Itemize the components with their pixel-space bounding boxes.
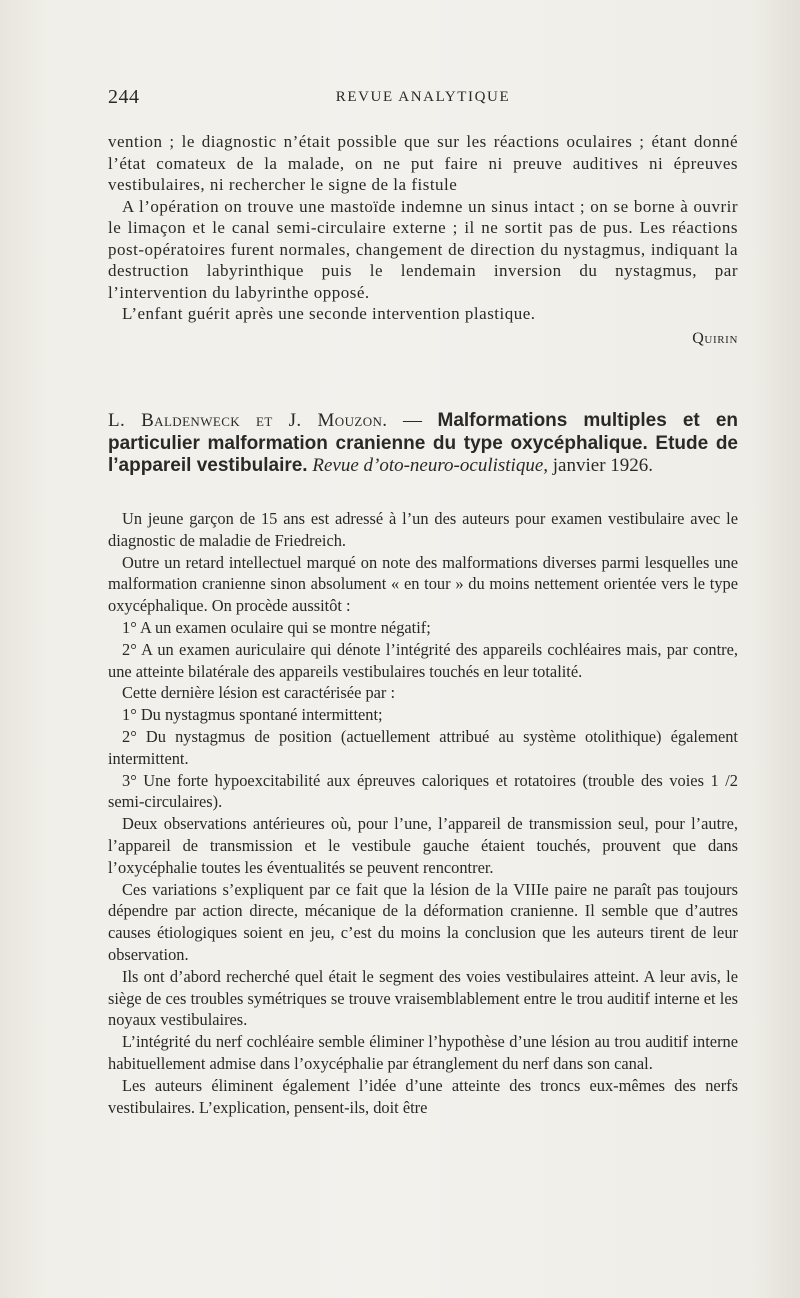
page-number: 244 bbox=[108, 86, 140, 108]
paragraph: Ils ont d’abord recherché quel était le segment des voies vestibulaires atteint. A leur avis, le siège de ces troubles symétriques se trouve vraisemblablement entre le trou auditif interne et les noyaux vestibulaires. bbox=[108, 966, 738, 1030]
paragraph: Les auteurs éliminent également l’idée d’une atteinte des troncs eux-mêmes des nerfs vestibulaires. L’explication, pensent-ils, doit être bbox=[108, 1075, 738, 1117]
paragraph: Deux observations antérieures où, pour l’une, l’appareil de transmission seul, pour l’autre, l’appareil de transmission et le vestibule gauche étaient touchés, prouvent que dans l’oxycéphalie toutes les éventualités se peuvent rencontrer. bbox=[108, 814, 738, 877]
paragraph: 1° A un examen oculaire qui se montre négatif; bbox=[122, 617, 431, 637]
review-authors: L. Baldenweck et J. Mouzon. bbox=[108, 410, 388, 431]
review-title: Malformations multiples et en particulier malformation cranienne du type oxycéphalique. Etude de l’appareil vestibulaire. bbox=[108, 410, 738, 476]
paragraph: 2° A un examen auriculaire qui dénote l’intégrité des appareils cochléaires mais, par contre, une atteinte bilatérale des appareils vestibulaires touchés en leur totalité. bbox=[108, 639, 738, 681]
publication-date: janvier 1926. bbox=[548, 455, 654, 476]
paragraph: Cette dernière lésion est caractérisée par : bbox=[122, 683, 396, 703]
paragraph: L’intégrité du nerf cochléaire semble éliminer l’hypothèse d’une lésion au trou auditif interne habituellement admise dans l’oxycéphalie par étranglement du nerf dans son canal. bbox=[108, 1032, 738, 1073]
review-body bbox=[108, 508, 738, 1118]
paragraph: 2° Du nystagmus de position (actuellement attribué au système otolithique) également intermittent. bbox=[108, 726, 738, 768]
paragraph: A l’opération on trouve une mastoïde indemne un sinus intact ; on se borne à ouvrir le limaçon et le canal semi-circulaire externe ; il ne sortit pas de pus. Les réactions post-opératoires furent normales, changement de direction du nystagmus, indiquant la destruction labyrinthique puis le lendemain inversion du nystagmus, par l’intervention du labyrinthe opposé. bbox=[108, 196, 738, 302]
reviewer-signature: Quirin bbox=[692, 329, 738, 347]
journal-name: Revue d’oto-neuro-oculistique, bbox=[312, 455, 549, 476]
review-heading bbox=[108, 410, 738, 478]
previous-review-continuation bbox=[108, 131, 738, 349]
paragraph: 3° Une forte hypoexcitabilité aux épreuves caloriques et rotatoires (trouble des voies 1 /2 semi-circulaires). bbox=[108, 770, 738, 812]
paragraph: vention ; le diagnostic n’était possible que sur les réactions oculaires ; étant donné l’état comateux de la malade, on ne put faire ni preuve auditives ni épreuves vestibulaires, ni rechercher le signe de la fistule bbox=[108, 132, 738, 194]
heading-dash: — bbox=[387, 410, 438, 431]
paragraph: Ces variations s’expliquent par ce fait que la lésion de la VIIIe paire ne paraît pas toujours dépendre par action directe, mécanique de la déformation cranienne. Il semble que d’autres causes étiologiques soient en jeu, c’est du moins la conclusion que les auteurs tirent de leur observation. bbox=[108, 879, 738, 964]
page-header bbox=[108, 86, 738, 110]
paragraph: Un jeune garçon de 15 ans est adressé à l’un des auteurs pour examen vestibulaire avec le diagnostic de maladie de Friedreich. bbox=[108, 509, 738, 550]
paragraph: 1° Du nystagmus spontané intermittent; bbox=[122, 705, 383, 725]
paragraph: L’enfant guérit après une seconde intervention plastique. bbox=[122, 304, 536, 323]
running-title: REVUE ANALYTIQUE bbox=[335, 89, 511, 105]
paragraph: Outre un retard intellectuel marqué on note des malformations diverses parmi lesquelles une malformation cranienne sinon absolument « en tour » du moins nettement orientée vers le type oxycéphalique. On procède aussitôt : bbox=[108, 552, 738, 616]
